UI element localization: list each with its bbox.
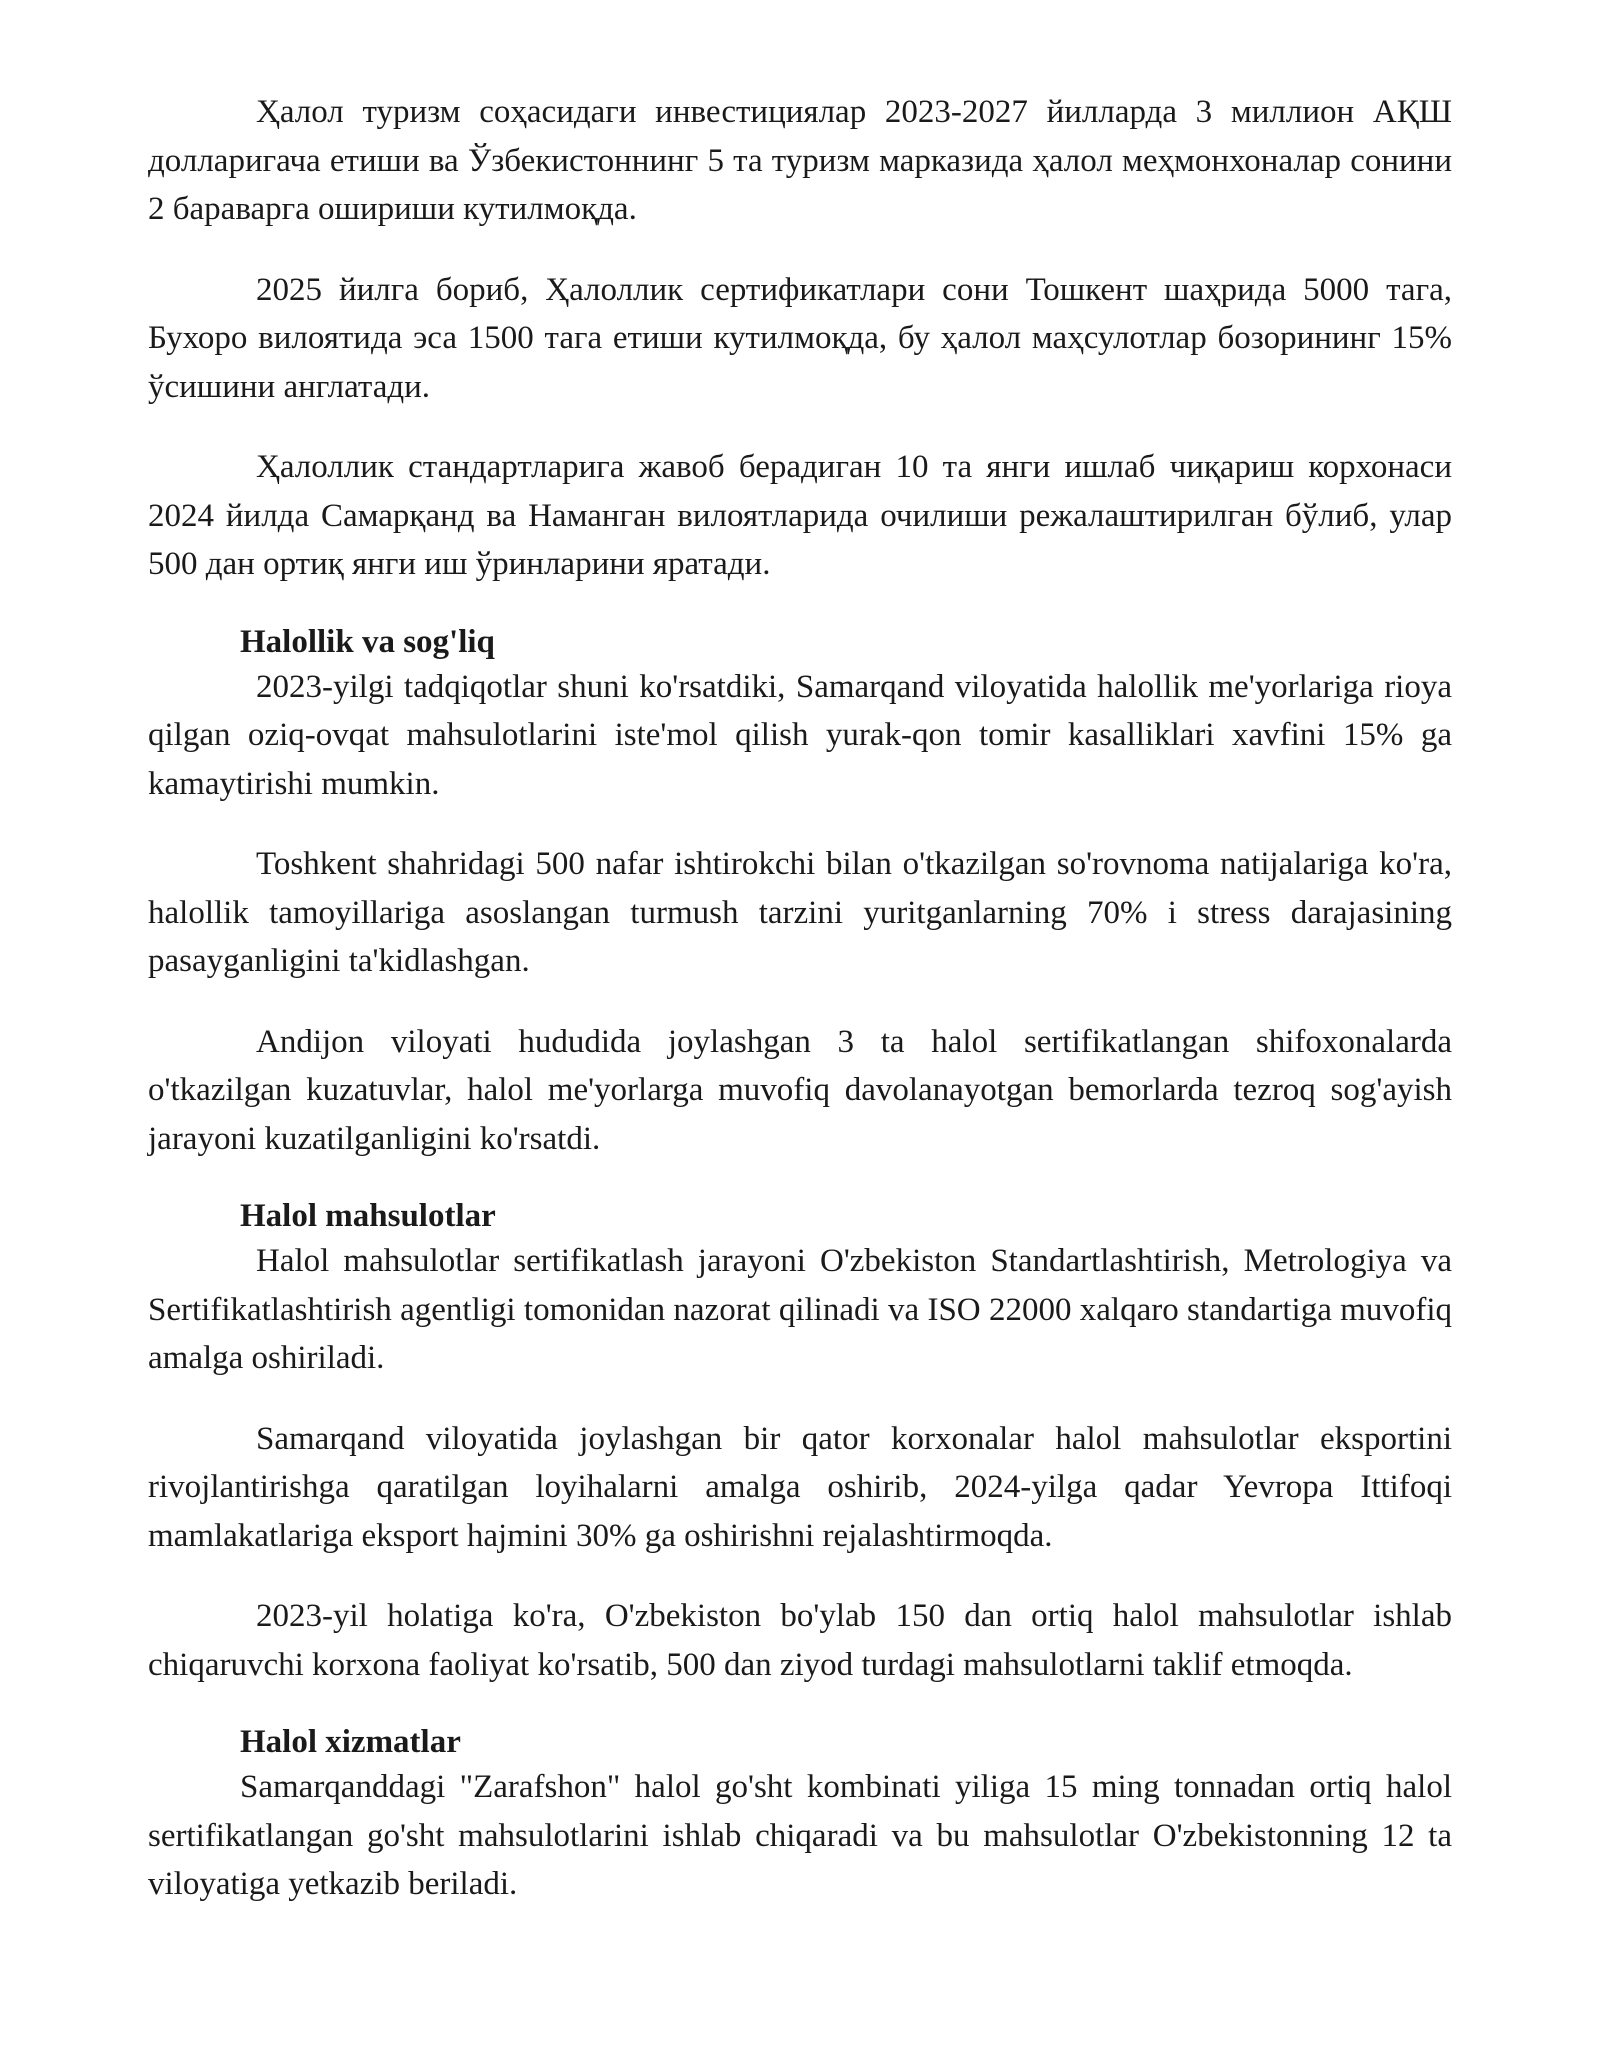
paragraph: 2023-yilgi tadqiqotlar shuni ko'rsatdiki, Samarqand viloyatida halollik me'yorlariga rioya qilgan oziq-ovqat mahsulotlarini iste'mol qilish yurak-qon tomir kasalliklari xavfini 15% ga kamaytirishi mumkin.	[148, 668, 1452, 802]
paragraph: 2025 йилга бориб, Ҳалоллик сертификатлари сони Тошкент шаҳрида 5000 тага, Бухоро вилоятида эса 1500 тага етиши кутилмоқда, бу ҳалол маҳсулотлар бозорининг 15% ўсишини англатади.	[148, 271, 1452, 405]
paragraph: Toshkent shahridagi 500 nafar ishtirokchi bilan o'tkazilgan so'rovnoma natijalariga ko'ra, halollik tamoyillariga asoslangan turmush tarzini yuritganlarning 70% i stress darajasining pasayganligini ta'kidlashgan.	[148, 846, 1452, 979]
document-page	[148, 88, 1452, 1909]
paragraph-gap	[148, 411, 1452, 443]
paragraph: Andijon viloyati hududida joylashgan 3 ta halol sertifikatlangan shifoxonalarda o'tkazilgan kuzatuvlar, halol me'yorlarga muvofiq davolanayotgan bemorlarda tezroq sog'ayish jarayoni kuzatilganligini ko'rsatdi.	[148, 1023, 1452, 1157]
section-heading: Halol mahsulotlar	[240, 1198, 496, 1234]
paragraph-gap	[148, 234, 1452, 266]
paragraph: Samarqand viloyatida joylashgan bir qator korxonalar halol mahsulotlar eksportini rivojlantirishga qaratilgan loyihalarni amalga oshirib, 2024-yilga qadar Yevropa Ittifoqi mamlakatlariga eksport hajmini 30% ga oshirishni rejalashtirmoqda.	[148, 1420, 1452, 1554]
section-gap	[148, 589, 1452, 621]
paragraph: Ҳалоллик стандартларига жавоб берадиган 10 та янги ишлаб чиқариш корхонаси 2024 йилда Самарқанд ва Наманган вилоятларида очилиши режалаштирилган бўлиб, улар 500 дан ортиқ янги иш ўринларини яратади.	[148, 449, 1452, 582]
section-gap	[148, 1689, 1452, 1721]
paragraph-gap	[148, 1560, 1452, 1592]
paragraph-gap	[148, 808, 1452, 840]
section-heading: Halol xizmatlar	[240, 1724, 461, 1760]
paragraph: Halol mahsulotlar sertifikatlash jarayoni O'zbekiston Standartlashtirish, Metrologiya va Sertifikatlashtirish agentligi tomonidan nazorat qilinadi va ISO 22000 xalqaro standartiga muvofiq amalga oshiriladi.	[148, 1243, 1452, 1376]
paragraph-gap	[148, 1383, 1452, 1415]
paragraph: Samarqanddagi "Zarafshon" halol go'sht kombinati yiliga 15 ming tonnadan ortiq halol sertifikatlangan go'sht mahsulotlarini ishlab chiqaradi va bu mahsulotlar O'zbekistonning 12 ta viloyatiga yetkazib beriladi.	[148, 1769, 1452, 1902]
section-gap	[148, 1163, 1452, 1195]
section-heading: Halollik va sog'liq	[240, 623, 495, 660]
paragraph-gap	[148, 986, 1452, 1018]
paragraph: 2023-yil holatiga ko'ra, O'zbekiston bo'ylab 150 dan ortiq halol mahsulotlar ishlab chiqaruvchi korxona faoliyat ko'rsatib, 500 dan ziyod turdagi mahsulotlarni taklif etmoqda.	[148, 1598, 1452, 1683]
paragraph: Ҳалол туризм соҳасидаги инвестициялар 2023-2027 йилларда 3 миллион АҚШ долларигача етиши ва Ўзбекистоннинг 5 та туризм марказида ҳалол меҳмонхоналар сонини 2 бараварга ошириши кутилмоқда.	[148, 94, 1452, 227]
